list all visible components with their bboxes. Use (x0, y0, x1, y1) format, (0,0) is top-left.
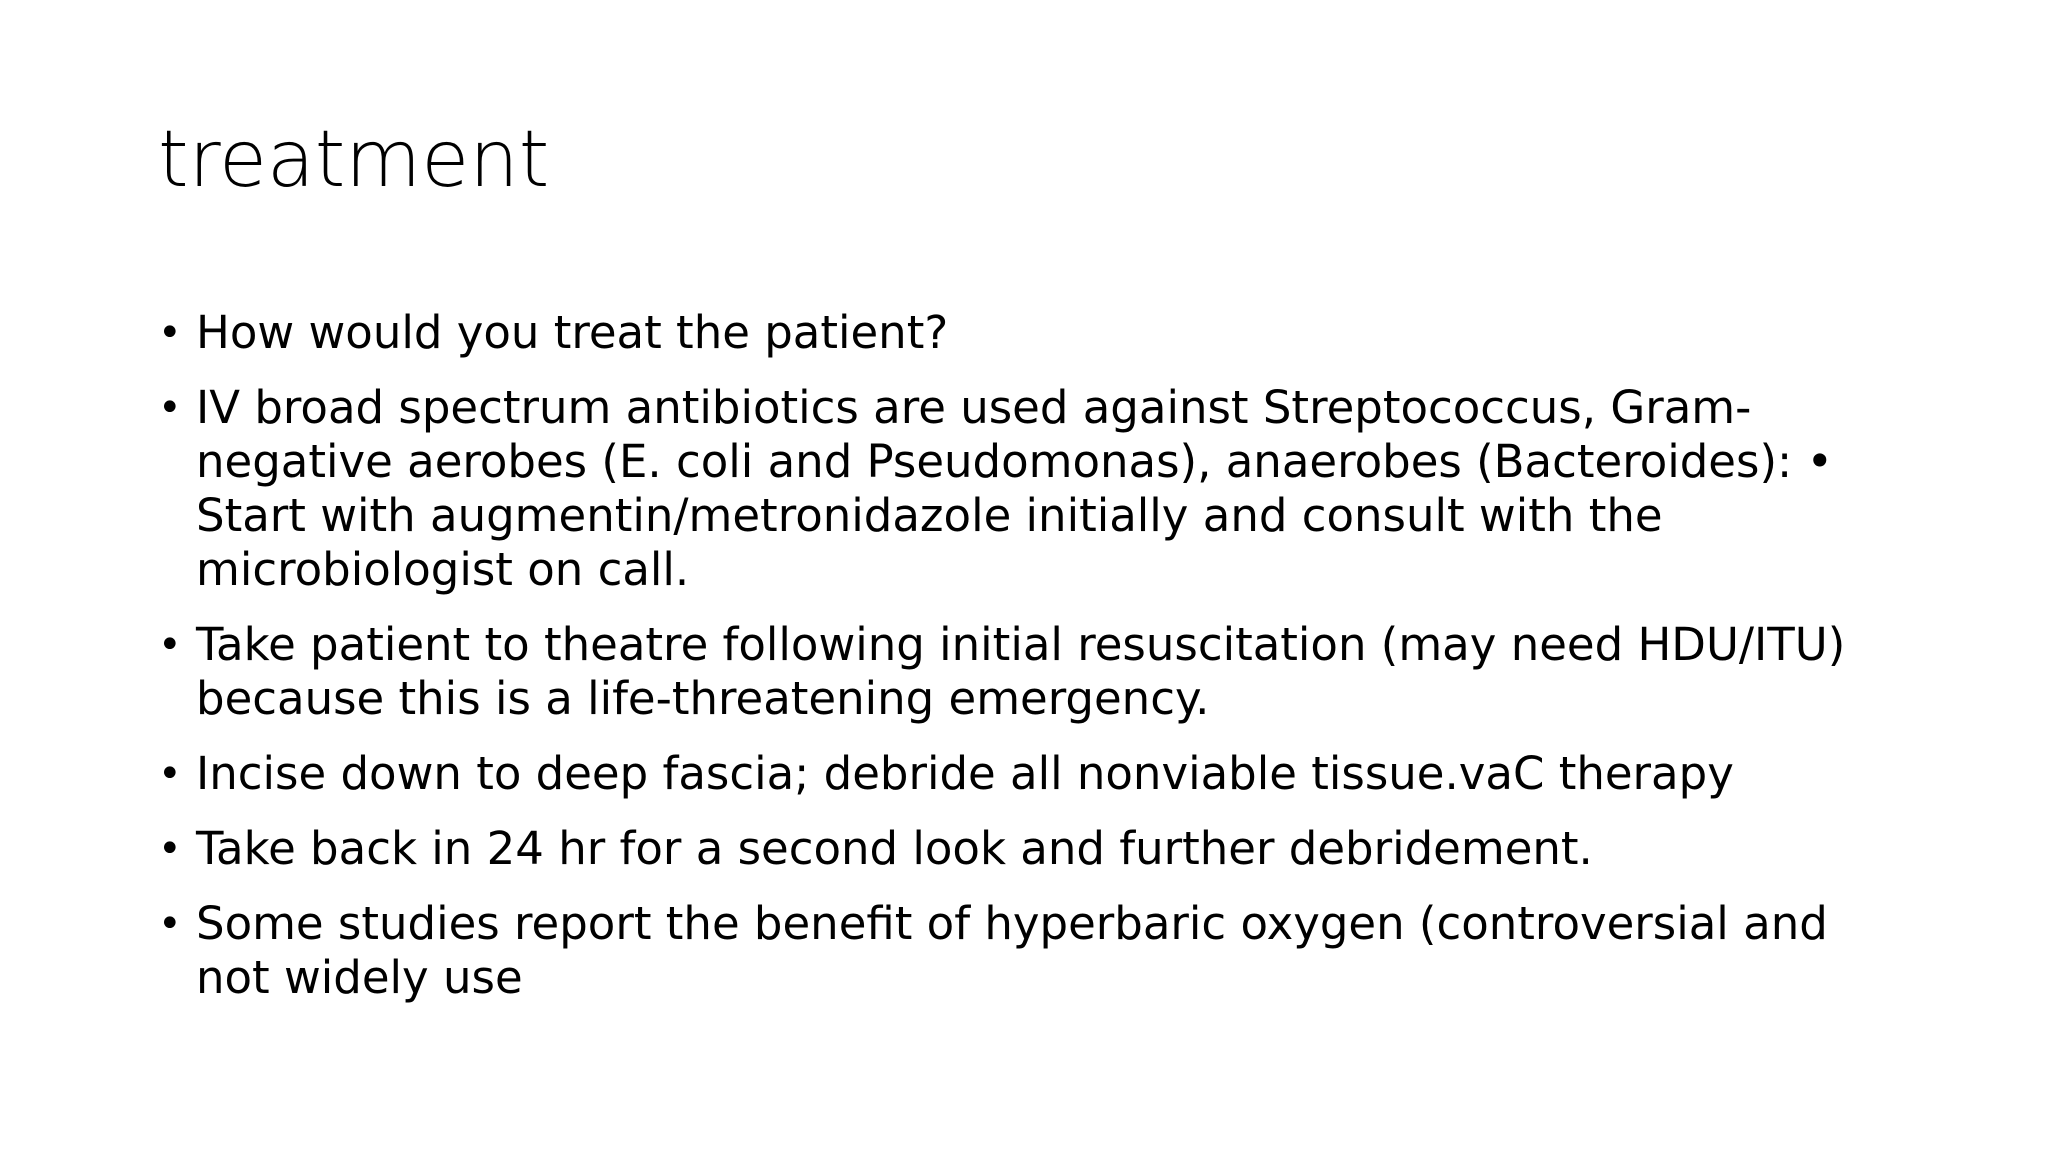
bullet-item (158, 306, 1898, 360)
bullet-text: How would you treat the patient? (196, 306, 949, 359)
bullet-text: Some studies report the benefit of hyperbaric oxygen (controversial and not widely use (196, 897, 1828, 1004)
bullet-point-icon: • (158, 901, 182, 947)
bullet-text: Take back in 24 hr for a second look and further debridement. (196, 822, 1593, 875)
bullet-point-icon: • (158, 385, 182, 431)
bullet-point-icon: • (158, 751, 182, 797)
bullet-point-icon: • (158, 826, 182, 872)
bullet-list (158, 306, 1898, 1026)
bullet-text: Take patient to theatre following initial resuscitation (may need HDU/ITU) because this is a life-threatening emergency. (196, 618, 1846, 725)
bullet-point-icon: • (158, 310, 182, 356)
bullet-item (158, 822, 1898, 876)
bullet-text: Incise down to deep fascia; debride all nonviable tissue.vaC therapy (196, 747, 1734, 800)
bullet-point-icon: • (158, 622, 182, 668)
bullet-text: IV broad spectrum antibiotics are used against Streptococcus, Gram-negative aerobes (E. coli and Pseudomonas), anaerobes (Bacteroides): • Start with augmentin/metronidazole initially and consult with the microbiologist on call. (196, 381, 1834, 596)
bullet-item (158, 381, 1898, 597)
bullet-item (158, 897, 1898, 1005)
slide-title: treatment (158, 115, 550, 205)
bullet-item (158, 747, 1898, 801)
bullet-item (158, 618, 1898, 726)
